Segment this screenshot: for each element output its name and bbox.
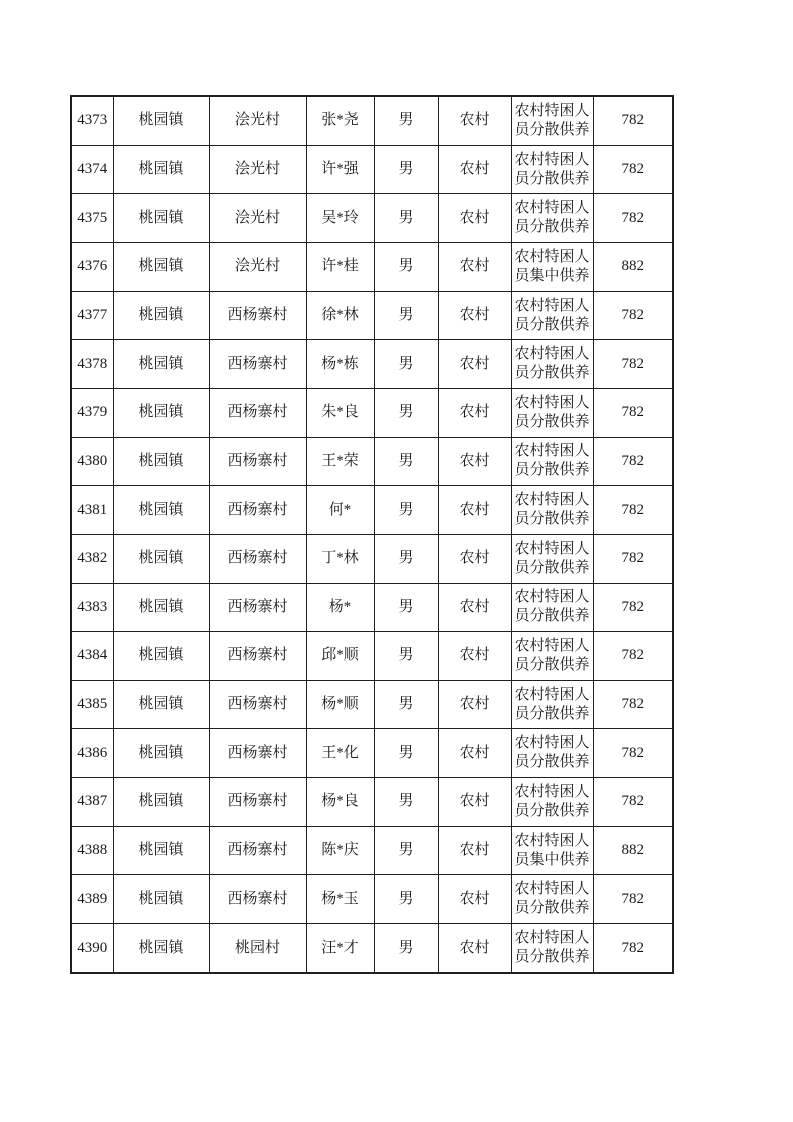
table-row <box>71 96 673 145</box>
cell-town: 桃园镇 <box>113 243 209 292</box>
table-row <box>71 875 673 924</box>
cell-town: 桃园镇 <box>113 875 209 924</box>
cell-area-type: 农村 <box>438 437 511 486</box>
cell-sequence-number: 4380 <box>71 437 113 486</box>
cell-person-name: 许*桂 <box>306 243 374 292</box>
cell-gender: 男 <box>374 778 438 827</box>
cell-support-category: 农村特困人员集中供养 <box>511 826 593 875</box>
cell-village: 浍光村 <box>209 96 306 145</box>
cell-amount: 782 <box>593 924 673 973</box>
cell-area-type: 农村 <box>438 778 511 827</box>
cell-person-name: 杨*顺 <box>306 680 374 729</box>
cell-area-type: 农村 <box>438 826 511 875</box>
cell-sequence-number: 4389 <box>71 875 113 924</box>
cell-area-type: 农村 <box>438 243 511 292</box>
cell-village: 西杨寨村 <box>209 826 306 875</box>
cell-sequence-number: 4375 <box>71 194 113 243</box>
cell-gender: 男 <box>374 826 438 875</box>
cell-amount: 782 <box>593 583 673 632</box>
cell-sequence-number: 4384 <box>71 632 113 681</box>
table-row <box>71 340 673 389</box>
cell-town: 桃园镇 <box>113 194 209 243</box>
cell-area-type: 农村 <box>438 194 511 243</box>
cell-support-category: 农村特困人员分散供养 <box>511 583 593 632</box>
cell-village: 西杨寨村 <box>209 340 306 389</box>
cell-person-name: 丁*林 <box>306 534 374 583</box>
cell-sequence-number: 4376 <box>71 243 113 292</box>
cell-support-category: 农村特困人员分散供养 <box>511 340 593 389</box>
cell-sequence-number: 4390 <box>71 924 113 973</box>
cell-person-name: 陈*庆 <box>306 826 374 875</box>
cell-amount: 782 <box>593 778 673 827</box>
cell-village: 西杨寨村 <box>209 729 306 778</box>
cell-gender: 男 <box>374 486 438 535</box>
cell-person-name: 杨*良 <box>306 778 374 827</box>
cell-town: 桃园镇 <box>113 145 209 194</box>
cell-sequence-number: 4386 <box>71 729 113 778</box>
cell-amount: 782 <box>593 680 673 729</box>
table-row <box>71 486 673 535</box>
table-row <box>71 729 673 778</box>
cell-area-type: 农村 <box>438 534 511 583</box>
cell-amount: 782 <box>593 875 673 924</box>
cell-village: 西杨寨村 <box>209 291 306 340</box>
cell-sequence-number: 4381 <box>71 486 113 535</box>
cell-amount: 882 <box>593 826 673 875</box>
cell-town: 桃园镇 <box>113 291 209 340</box>
cell-area-type: 农村 <box>438 924 511 973</box>
cell-sequence-number: 4387 <box>71 778 113 827</box>
cell-village: 西杨寨村 <box>209 388 306 437</box>
cell-area-type: 农村 <box>438 145 511 194</box>
cell-person-name: 汪*才 <box>306 924 374 973</box>
table-row <box>71 924 673 973</box>
cell-gender: 男 <box>374 96 438 145</box>
cell-support-category: 农村特困人员分散供养 <box>511 145 593 194</box>
cell-amount: 782 <box>593 388 673 437</box>
cell-gender: 男 <box>374 632 438 681</box>
cell-village: 浍光村 <box>209 145 306 194</box>
cell-gender: 男 <box>374 437 438 486</box>
cell-town: 桃园镇 <box>113 486 209 535</box>
cell-amount: 782 <box>593 437 673 486</box>
cell-amount: 782 <box>593 486 673 535</box>
cell-town: 桃园镇 <box>113 778 209 827</box>
cell-town: 桃园镇 <box>113 632 209 681</box>
cell-support-category: 农村特困人员分散供养 <box>511 778 593 827</box>
cell-town: 桃园镇 <box>113 924 209 973</box>
cell-village: 西杨寨村 <box>209 680 306 729</box>
cell-town: 桃园镇 <box>113 340 209 389</box>
cell-person-name: 王*化 <box>306 729 374 778</box>
cell-village: 西杨寨村 <box>209 583 306 632</box>
cell-gender: 男 <box>374 243 438 292</box>
cell-amount: 782 <box>593 194 673 243</box>
table-row <box>71 632 673 681</box>
cell-gender: 男 <box>374 388 438 437</box>
table-row <box>71 778 673 827</box>
cell-town: 桃园镇 <box>113 388 209 437</box>
cell-person-name: 张*尧 <box>306 96 374 145</box>
cell-town: 桃园镇 <box>113 437 209 486</box>
cell-village: 西杨寨村 <box>209 437 306 486</box>
cell-town: 桃园镇 <box>113 826 209 875</box>
cell-person-name: 杨* <box>306 583 374 632</box>
cell-support-category: 农村特困人员分散供养 <box>511 680 593 729</box>
cell-sequence-number: 4383 <box>71 583 113 632</box>
cell-support-category: 农村特困人员分散供养 <box>511 924 593 973</box>
cell-area-type: 农村 <box>438 291 511 340</box>
cell-sequence-number: 4373 <box>71 96 113 145</box>
table-row <box>71 534 673 583</box>
cell-support-category: 农村特困人员分散供养 <box>511 875 593 924</box>
cell-person-name: 朱*良 <box>306 388 374 437</box>
cell-support-category: 农村特困人员分散供养 <box>511 729 593 778</box>
cell-amount: 782 <box>593 534 673 583</box>
cell-area-type: 农村 <box>438 680 511 729</box>
cell-amount: 782 <box>593 632 673 681</box>
cell-village: 西杨寨村 <box>209 534 306 583</box>
cell-sequence-number: 4385 <box>71 680 113 729</box>
cell-village: 西杨寨村 <box>209 486 306 535</box>
cell-amount: 782 <box>593 145 673 194</box>
cell-area-type: 农村 <box>438 875 511 924</box>
table-row <box>71 388 673 437</box>
cell-support-category: 农村特困人员集中供养 <box>511 243 593 292</box>
cell-sequence-number: 4388 <box>71 826 113 875</box>
cell-town: 桃园镇 <box>113 96 209 145</box>
table-row <box>71 583 673 632</box>
cell-town: 桃园镇 <box>113 534 209 583</box>
cell-person-name: 杨*栋 <box>306 340 374 389</box>
cell-amount: 782 <box>593 291 673 340</box>
table-body <box>71 96 673 973</box>
table-row <box>71 680 673 729</box>
welfare-subsidy-table <box>70 95 674 974</box>
cell-amount: 782 <box>593 96 673 145</box>
cell-support-category: 农村特困人员分散供养 <box>511 291 593 340</box>
cell-area-type: 农村 <box>438 388 511 437</box>
cell-town: 桃园镇 <box>113 583 209 632</box>
cell-town: 桃园镇 <box>113 680 209 729</box>
cell-gender: 男 <box>374 583 438 632</box>
table-row <box>71 145 673 194</box>
cell-person-name: 王*荣 <box>306 437 374 486</box>
cell-area-type: 农村 <box>438 96 511 145</box>
cell-gender: 男 <box>374 534 438 583</box>
cell-person-name: 许*强 <box>306 145 374 194</box>
cell-gender: 男 <box>374 875 438 924</box>
cell-support-category: 农村特困人员分散供养 <box>511 96 593 145</box>
cell-village: 桃园村 <box>209 924 306 973</box>
cell-sequence-number: 4382 <box>71 534 113 583</box>
cell-area-type: 农村 <box>438 632 511 681</box>
cell-amount: 782 <box>593 729 673 778</box>
table-row <box>71 291 673 340</box>
cell-support-category: 农村特困人员分散供养 <box>511 632 593 681</box>
cell-village: 西杨寨村 <box>209 778 306 827</box>
cell-village: 浍光村 <box>209 243 306 292</box>
cell-support-category: 农村特困人员分散供养 <box>511 388 593 437</box>
cell-support-category: 农村特困人员分散供养 <box>511 534 593 583</box>
cell-gender: 男 <box>374 291 438 340</box>
cell-gender: 男 <box>374 145 438 194</box>
cell-area-type: 农村 <box>438 340 511 389</box>
cell-gender: 男 <box>374 194 438 243</box>
cell-person-name: 邱*顺 <box>306 632 374 681</box>
cell-village: 西杨寨村 <box>209 632 306 681</box>
cell-amount: 882 <box>593 243 673 292</box>
cell-gender: 男 <box>374 924 438 973</box>
cell-support-category: 农村特困人员分散供养 <box>511 486 593 535</box>
cell-gender: 男 <box>374 729 438 778</box>
table-row <box>71 194 673 243</box>
cell-area-type: 农村 <box>438 583 511 632</box>
cell-person-name: 吴*玲 <box>306 194 374 243</box>
cell-sequence-number: 4378 <box>71 340 113 389</box>
table-row <box>71 437 673 486</box>
cell-person-name: 何* <box>306 486 374 535</box>
cell-sequence-number: 4379 <box>71 388 113 437</box>
table-row <box>71 826 673 875</box>
cell-town: 桃园镇 <box>113 729 209 778</box>
cell-sequence-number: 4377 <box>71 291 113 340</box>
cell-gender: 男 <box>374 680 438 729</box>
cell-area-type: 农村 <box>438 729 511 778</box>
cell-person-name: 杨*玉 <box>306 875 374 924</box>
cell-sequence-number: 4374 <box>71 145 113 194</box>
cell-amount: 782 <box>593 340 673 389</box>
cell-support-category: 农村特困人员分散供养 <box>511 437 593 486</box>
cell-person-name: 徐*林 <box>306 291 374 340</box>
cell-village: 西杨寨村 <box>209 875 306 924</box>
table-row <box>71 243 673 292</box>
cell-gender: 男 <box>374 340 438 389</box>
cell-area-type: 农村 <box>438 486 511 535</box>
cell-support-category: 农村特困人员分散供养 <box>511 194 593 243</box>
cell-village: 浍光村 <box>209 194 306 243</box>
